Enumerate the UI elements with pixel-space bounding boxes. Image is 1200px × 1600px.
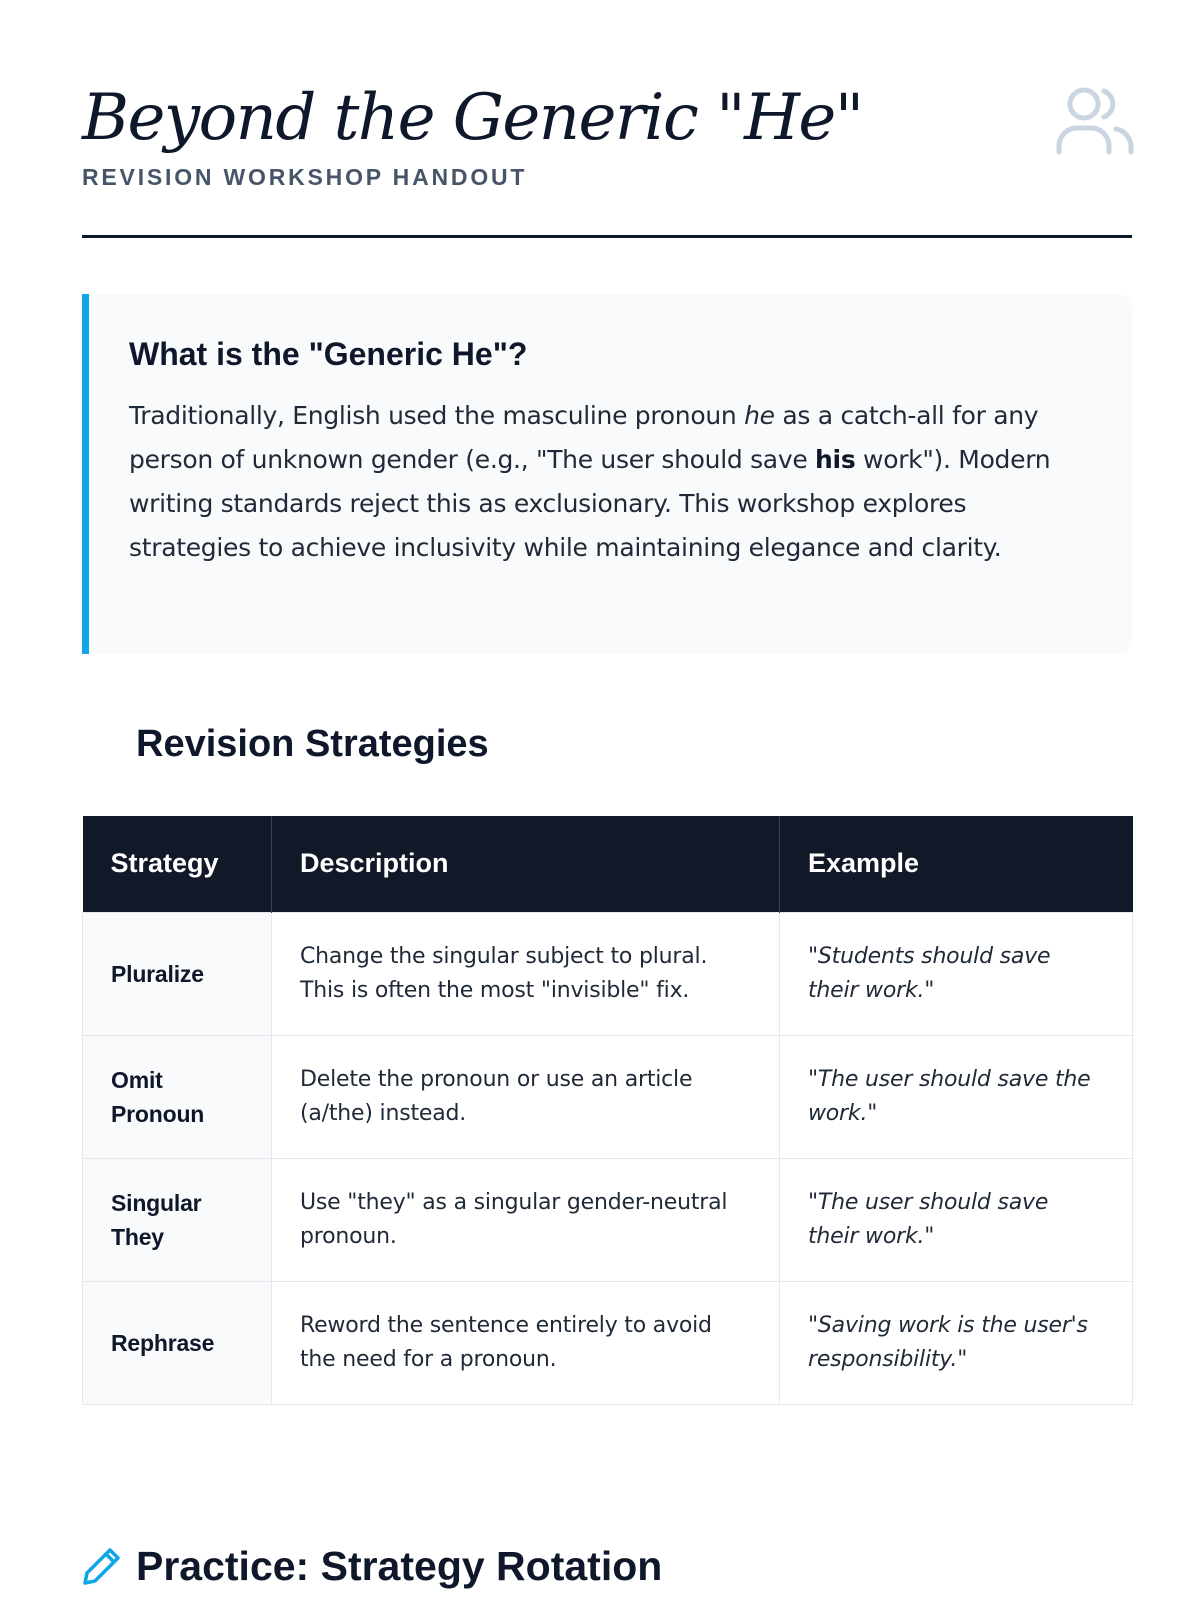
intro-callout [82,294,1132,654]
column-header-example: Example [780,816,1133,912]
table-row [83,1281,1133,1404]
practice-heading-row [82,1538,662,1594]
description-cell: Reword the sentence entirely to avoid the need for a pronoun. [272,1281,780,1404]
strategy-cell: Rephrase [83,1281,272,1404]
handout-page [82,0,1132,1589]
strategy-cell: Pluralize [83,912,272,1035]
practice-title: Practice: Strategy Rotation [136,1543,663,1589]
page-header [82,0,1132,238]
intro-text-3: work"). Modern writing standards reject this as exclusionary. This workshop explores strategies to achieve inclusivity while maintaining elegance and clarity. [129,445,1051,562]
intro-paragraph [129,394,1092,570]
table-row [83,1035,1133,1158]
page-subtitle: REVISION WORKSHOP HANDOUT [82,164,528,190]
strategies-table [82,816,1133,1405]
column-header-description: Description [272,816,780,912]
column-header-strategy: Strategy [83,816,272,912]
example-cell: "Students should save their work." [780,912,1133,1035]
intro-strong: his [815,445,856,474]
table-row [83,912,1133,1035]
intro-text-1: Traditionally, English used the masculine pronoun [129,401,745,430]
example-cell: "The user should save the work." [780,1035,1133,1158]
example-cell: "Saving work is the user's responsibility." [780,1281,1133,1404]
strategy-cell: Omit Pronoun [83,1035,272,1158]
intro-heading: What is the "Generic He"? [129,336,528,372]
description-cell: Delete the pronoun or use an article (a/the) instead. [272,1035,780,1158]
example-cell: "The user should save their work." [780,1158,1133,1281]
strategy-cell: Singular They [83,1158,272,1281]
strategies-section-title: Revision Strategies [136,723,489,765]
description-cell: Change the singular subject to plural. This is often the most "invisible" fix. [272,912,780,1035]
description-cell: Use "they" as a singular gender-neutral pronoun. [272,1158,780,1281]
intro-text-2: as a catch-all for any person of unknown gender (e.g., "The user should save [129,401,1039,474]
intro-emphasis: he [744,401,775,430]
table-header-row [83,816,1133,912]
pencil-icon [82,1546,122,1586]
users-icon [1056,84,1134,158]
table-row [83,1158,1133,1281]
page-title: Beyond the Generic "He" [82,81,863,155]
